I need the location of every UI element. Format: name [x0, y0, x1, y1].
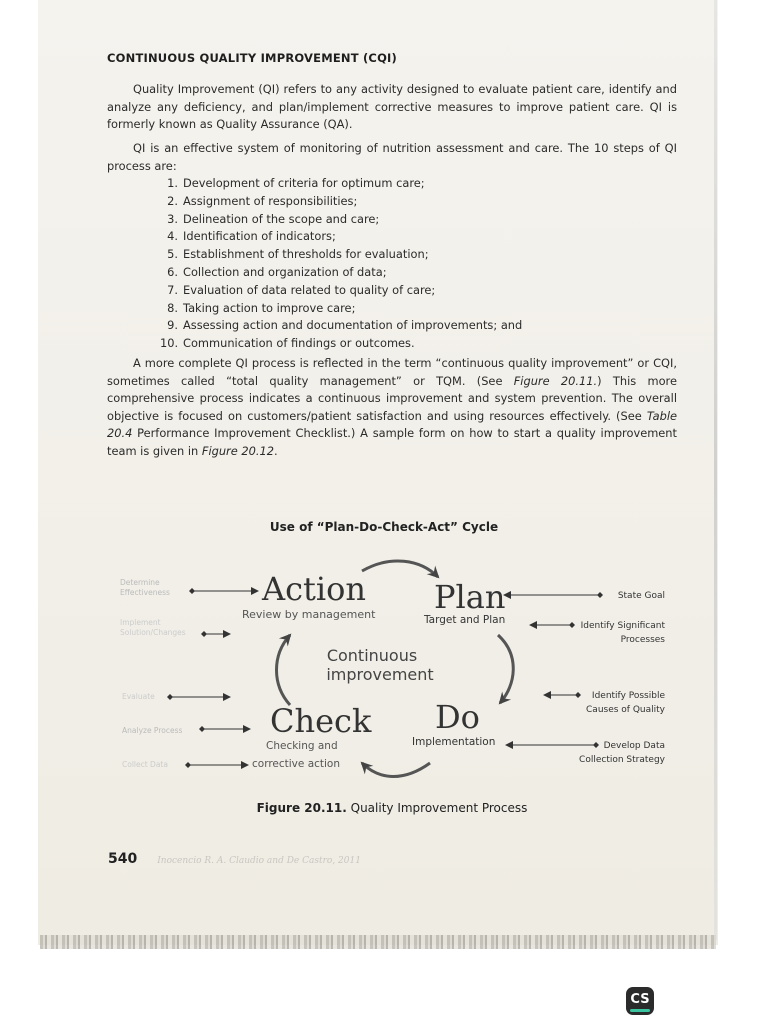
- scanner-app-logo: CS: [626, 987, 654, 1015]
- figure-reference: Figure 20.11.: [513, 373, 598, 388]
- left-label-implement: Implement: [120, 618, 161, 627]
- footer-citation: Inocencio R. A. Claudio and De Castro, 2011: [157, 856, 361, 866]
- list-item: 5. Establishment of thresholds for evaluation;: [167, 247, 429, 262]
- check-sublabel-1: Checking and: [266, 740, 338, 752]
- cycle-arrow-plan-to-do: [498, 635, 513, 703]
- right-label-identify-significant: Identify Significant: [580, 621, 665, 631]
- center-label-continuous: Continuous: [326, 646, 418, 665]
- list-item: 2. Assignment of responsibilities;: [167, 193, 358, 208]
- list-item: 3. Delineation of the scope and care;: [167, 211, 380, 226]
- figure-title: Use of “Plan-Do-Check-Act” Cycle: [269, 520, 499, 534]
- qi-steps-list: [160, 175, 522, 353]
- list-item: 6. Collection and organization of data;: [167, 264, 387, 279]
- check-sublabel-2: corrective action: [252, 758, 341, 770]
- left-label-evaluate: Evaluate: [122, 692, 155, 701]
- figure-caption: Figure 20.11. Quality Improvement Process: [256, 801, 528, 815]
- right-label-identify-possible: Identify Possible: [591, 691, 665, 701]
- right-label-state-goal: State Goal: [617, 591, 665, 601]
- right-label-develop-data: Develop Data: [603, 741, 665, 751]
- list-item: 1. Development of criteria for optimum care;: [167, 176, 425, 190]
- left-label-analyze: Analyze Process: [122, 726, 183, 735]
- center-label-improvement: improvement: [326, 665, 434, 684]
- list-item: 7. Evaluation of data related to quality of care;: [167, 282, 436, 297]
- plan-word: Plan: [434, 578, 506, 616]
- left-label-determine: Determine: [120, 578, 160, 587]
- left-label-solution: Solution/Changes: [120, 628, 186, 637]
- right-label-processes: Processes: [620, 635, 665, 645]
- action-word: Action: [262, 570, 366, 608]
- paragraph-qi-steps-intro: QI is an effective system of monitoring of nutrition assessment and care. The 10 steps of QI process are:: [107, 141, 677, 173]
- cycle-arrow-do-to-check: [362, 763, 430, 777]
- do-word: Do: [435, 698, 480, 736]
- cycle-arrow-action-to-plan: [362, 561, 438, 577]
- figure-reference: Figure 20.12: [201, 443, 274, 458]
- paragraph-qi-definition: Quality Improvement (QI) refers to any activity designed to evaluate patient care, identify and analyze any deficiency, and plan/implement corrective measures to improve patient care. QI is formerly known as Quality Assurance (QA).: [107, 82, 677, 131]
- table-reference: Table 20.4: [107, 408, 677, 440]
- left-label-effectiveness: Effectiveness: [120, 588, 170, 597]
- list-item: 9. Assessing action and documentation of improvements; and: [167, 318, 523, 333]
- left-label-collect: Collect Data: [122, 760, 168, 769]
- do-sublabel: Implementation: [412, 736, 496, 748]
- list-item: 8. Taking action to improve care;: [167, 300, 356, 315]
- cycle-arrow-check-to-action: [277, 635, 291, 705]
- plan-sublabel: Target and Plan: [424, 614, 506, 626]
- list-item: 10. Communication of findings or outcomes.: [160, 336, 415, 351]
- section-heading: CONTINUOUS QUALITY IMPROVEMENT (CQI): [107, 51, 397, 65]
- check-word: Check: [270, 702, 372, 740]
- pdca-cycle-diagram: [100, 545, 680, 795]
- page-edge-shadow: [714, 0, 717, 940]
- right-label-collection-strategy: Collection Strategy: [579, 755, 665, 765]
- action-sublabel: Review by management: [242, 608, 376, 621]
- page-number: 540 Inocencio R. A. Claudio and De Castro, 2011: [108, 851, 361, 867]
- paragraph-cqi: A more complete QI process is reflected in the term “continuous quality improvement” or CQI, sometimes called “total quality management” or TQM. (See Figure 20.11.) This more comprehensive process indicates a continuous improvement and system prevention. The overall objective is focused on customers/patient satisfaction and using resources effectively. (See Table 20.4 Performance Improvement Checklist.) A sample form on how to start a quality improvement team is given in Figure 20.12.: [107, 356, 677, 458]
- list-item: 4. Identification of indicators;: [167, 229, 336, 244]
- scan-edge-noise: [40, 935, 716, 949]
- right-label-causes-of-quality: Causes of Quality: [586, 705, 665, 715]
